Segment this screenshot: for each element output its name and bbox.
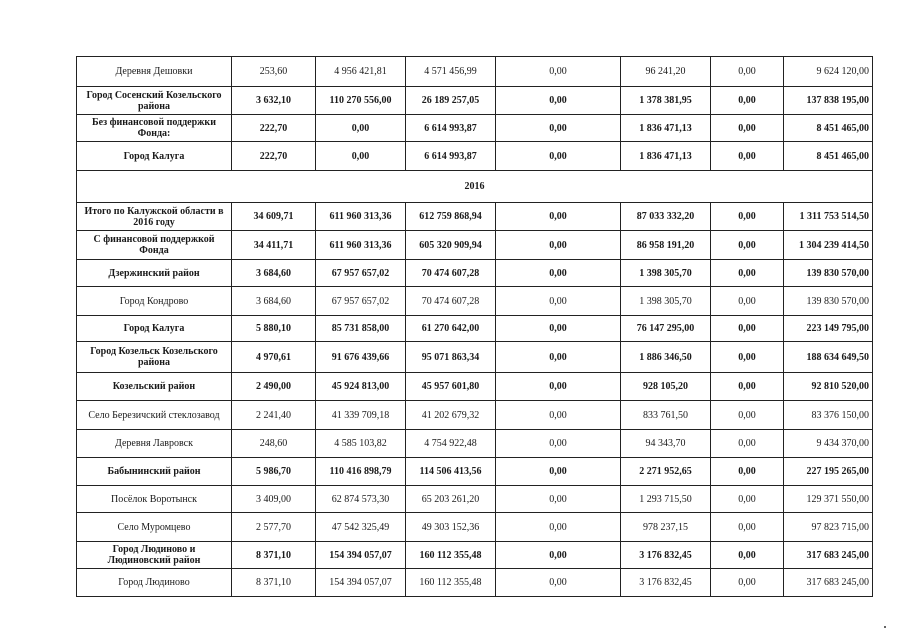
total-cost-cell: 83 376 150,00 (784, 401, 873, 430)
fund-financing-cell: 85 731 858,00 (316, 316, 406, 342)
local-budget-cell: 0,00 (496, 542, 621, 569)
regional-budget-cell: 70 474 607,28 (406, 287, 496, 316)
total-cost-cell: 223 149 795,00 (784, 316, 873, 342)
locality-name-cell: С финансовой поддержкой Фонда (77, 231, 232, 260)
other-sources-cell: 0,00 (711, 203, 784, 231)
regional-budget-cell: 45 957 601,80 (406, 373, 496, 401)
fund-financing-cell: 0,00 (316, 115, 406, 142)
local-budget-cell: 0,00 (496, 87, 621, 115)
fund-financing-cell: 91 676 439,66 (316, 342, 406, 373)
local-budget-cell: 0,00 (496, 57, 621, 87)
area-cell: 222,70 (232, 142, 316, 171)
other-sources-cell: 0,00 (711, 115, 784, 142)
table-row (77, 430, 873, 458)
local-budget-cell: 0,00 (496, 287, 621, 316)
local-budget-cell: 0,00 (496, 342, 621, 373)
local-budget-cell: 0,00 (496, 486, 621, 513)
table-row (77, 57, 873, 87)
area-cell: 3 684,60 (232, 287, 316, 316)
local-budget-cell: 0,00 (496, 373, 621, 401)
locality-name-cell: Город Калуга (77, 316, 232, 342)
local-budget-cell: 0,00 (496, 569, 621, 597)
total-cost-cell: 8 451 465,00 (784, 142, 873, 171)
table-row (77, 458, 873, 486)
owners-funds-cell: 928 105,20 (621, 373, 711, 401)
local-budget-cell: 0,00 (496, 430, 621, 458)
local-budget-cell: 0,00 (496, 142, 621, 171)
total-cost-cell: 1 304 239 414,50 (784, 231, 873, 260)
area-cell: 2 241,40 (232, 401, 316, 430)
fund-financing-cell: 41 339 709,18 (316, 401, 406, 430)
area-cell: 3 632,10 (232, 87, 316, 115)
fund-financing-cell: 110 416 898,79 (316, 458, 406, 486)
owners-funds-cell: 1 836 471,13 (621, 115, 711, 142)
other-sources-cell: 0,00 (711, 430, 784, 458)
total-cost-cell: 188 634 649,50 (784, 342, 873, 373)
area-cell: 2 577,70 (232, 513, 316, 542)
other-sources-cell: 0,00 (711, 342, 784, 373)
locality-name-cell: Деревня Лавровск (77, 430, 232, 458)
total-cost-cell: 97 823 715,00 (784, 513, 873, 542)
total-cost-cell: 9 434 370,00 (784, 430, 873, 458)
owners-funds-cell: 96 241,20 (621, 57, 711, 87)
area-cell: 222,70 (232, 115, 316, 142)
locality-name-cell: Посёлок Воротынск (77, 486, 232, 513)
local-budget-cell: 0,00 (496, 260, 621, 287)
regional-budget-cell: 49 303 152,36 (406, 513, 496, 542)
table-row (77, 115, 873, 142)
regional-budget-cell: 114 506 413,56 (406, 458, 496, 486)
other-sources-cell: 0,00 (711, 373, 784, 401)
regional-budget-cell: 4 571 456,99 (406, 57, 496, 87)
regional-budget-cell: 41 202 679,32 (406, 401, 496, 430)
fund-financing-cell: 4 956 421,81 (316, 57, 406, 87)
locality-name-cell: Село Березичский стеклозавод (77, 401, 232, 430)
table-row (77, 513, 873, 542)
owners-funds-cell: 1 836 471,13 (621, 142, 711, 171)
regional-budget-cell: 160 112 355,48 (406, 542, 496, 569)
other-sources-cell: 0,00 (711, 142, 784, 171)
locality-name-cell: Козельский район (77, 373, 232, 401)
housing-program-table (76, 56, 873, 597)
locality-name-cell: Город Козельск Козельского района (77, 342, 232, 373)
table-row (77, 87, 873, 115)
locality-name-cell: Деревня Дешовки (77, 57, 232, 87)
fund-financing-cell: 154 394 057,07 (316, 542, 406, 569)
local-budget-cell: 0,00 (496, 316, 621, 342)
fund-financing-cell: 611 960 313,36 (316, 203, 406, 231)
other-sources-cell: 0,00 (711, 458, 784, 486)
locality-name-cell: Город Сосенский Козельского района (77, 87, 232, 115)
total-cost-cell: 139 830 570,00 (784, 260, 873, 287)
area-cell: 5 880,10 (232, 316, 316, 342)
regional-budget-cell: 160 112 355,48 (406, 569, 496, 597)
local-budget-cell: 0,00 (496, 458, 621, 486)
owners-funds-cell: 1 886 346,50 (621, 342, 711, 373)
area-cell: 3 409,00 (232, 486, 316, 513)
table-row (77, 542, 873, 569)
table-row (77, 316, 873, 342)
owners-funds-cell: 1 293 715,50 (621, 486, 711, 513)
local-budget-cell: 0,00 (496, 401, 621, 430)
other-sources-cell: 0,00 (711, 513, 784, 542)
table-row (77, 231, 873, 260)
area-cell: 248,60 (232, 430, 316, 458)
table-row (77, 401, 873, 430)
regional-budget-cell: 4 754 922,48 (406, 430, 496, 458)
locality-name-cell: Дзержинский район (77, 260, 232, 287)
other-sources-cell: 0,00 (711, 231, 784, 260)
area-cell: 4 970,61 (232, 342, 316, 373)
fund-financing-cell: 110 270 556,00 (316, 87, 406, 115)
fund-financing-cell: 67 957 657,02 (316, 287, 406, 316)
locality-name-cell: Без финансовой поддержки Фонда: (77, 115, 232, 142)
regional-budget-cell: 6 614 993,87 (406, 115, 496, 142)
total-cost-cell: 137 838 195,00 (784, 87, 873, 115)
other-sources-cell: 0,00 (711, 542, 784, 569)
owners-funds-cell: 94 343,70 (621, 430, 711, 458)
regional-budget-cell: 6 614 993,87 (406, 142, 496, 171)
total-cost-cell: 92 810 520,00 (784, 373, 873, 401)
total-cost-cell: 317 683 245,00 (784, 569, 873, 597)
fund-financing-cell: 0,00 (316, 142, 406, 171)
fund-financing-cell: 154 394 057,07 (316, 569, 406, 597)
regional-budget-cell: 612 759 868,94 (406, 203, 496, 231)
locality-name-cell: Село Муромцево (77, 513, 232, 542)
fund-financing-cell: 67 957 657,02 (316, 260, 406, 287)
total-cost-cell: 227 195 265,00 (784, 458, 873, 486)
table-body (77, 57, 873, 597)
owners-funds-cell: 3 176 832,45 (621, 569, 711, 597)
owners-funds-cell: 1 378 381,95 (621, 87, 711, 115)
fund-financing-cell: 62 874 573,30 (316, 486, 406, 513)
page-mark (884, 626, 886, 628)
total-cost-cell: 9 624 120,00 (784, 57, 873, 87)
owners-funds-cell: 1 398 305,70 (621, 260, 711, 287)
table-row (77, 260, 873, 287)
fund-financing-cell: 4 585 103,82 (316, 430, 406, 458)
other-sources-cell: 0,00 (711, 486, 784, 513)
other-sources-cell: 0,00 (711, 287, 784, 316)
other-sources-cell: 0,00 (711, 569, 784, 597)
regional-budget-cell: 61 270 642,00 (406, 316, 496, 342)
owners-funds-cell: 76 147 295,00 (621, 316, 711, 342)
area-cell: 8 371,10 (232, 542, 316, 569)
regional-budget-cell: 605 320 909,94 (406, 231, 496, 260)
locality-name-cell: Город Кондрово (77, 287, 232, 316)
other-sources-cell: 0,00 (711, 87, 784, 115)
regional-budget-cell: 70 474 607,28 (406, 260, 496, 287)
locality-name-cell: Город Людиново и Людиновский район (77, 542, 232, 569)
table-row (77, 203, 873, 231)
total-cost-cell: 139 830 570,00 (784, 287, 873, 316)
total-cost-cell: 8 451 465,00 (784, 115, 873, 142)
locality-name-cell: Город Калуга (77, 142, 232, 171)
total-cost-cell: 317 683 245,00 (784, 542, 873, 569)
owners-funds-cell: 87 033 332,20 (621, 203, 711, 231)
total-cost-cell: 129 371 550,00 (784, 486, 873, 513)
local-budget-cell: 0,00 (496, 231, 621, 260)
area-cell: 34 411,71 (232, 231, 316, 260)
table-row (77, 569, 873, 597)
owners-funds-cell: 86 958 191,20 (621, 231, 711, 260)
table-row (77, 342, 873, 373)
regional-budget-cell: 26 189 257,05 (406, 87, 496, 115)
area-cell: 253,60 (232, 57, 316, 87)
regional-budget-cell: 65 203 261,20 (406, 486, 496, 513)
area-cell: 8 371,10 (232, 569, 316, 597)
owners-funds-cell: 3 176 832,45 (621, 542, 711, 569)
area-cell: 34 609,71 (232, 203, 316, 231)
local-budget-cell: 0,00 (496, 513, 621, 542)
area-cell: 2 490,00 (232, 373, 316, 401)
owners-funds-cell: 1 398 305,70 (621, 287, 711, 316)
fund-financing-cell: 47 542 325,49 (316, 513, 406, 542)
owners-funds-cell: 978 237,15 (621, 513, 711, 542)
year-label: 2016 (77, 171, 873, 203)
table-row (77, 142, 873, 171)
fund-financing-cell: 611 960 313,36 (316, 231, 406, 260)
table-row (77, 486, 873, 513)
total-cost-cell: 1 311 753 514,50 (784, 203, 873, 231)
year-separator-row (77, 171, 873, 203)
fund-financing-cell: 45 924 813,00 (316, 373, 406, 401)
other-sources-cell: 0,00 (711, 57, 784, 87)
area-cell: 5 986,70 (232, 458, 316, 486)
other-sources-cell: 0,00 (711, 316, 784, 342)
regional-budget-cell: 95 071 863,34 (406, 342, 496, 373)
area-cell: 3 684,60 (232, 260, 316, 287)
table-row (77, 287, 873, 316)
other-sources-cell: 0,00 (711, 260, 784, 287)
other-sources-cell: 0,00 (711, 401, 784, 430)
owners-funds-cell: 833 761,50 (621, 401, 711, 430)
locality-name-cell: Итого по Калужской области в 2016 году (77, 203, 232, 231)
owners-funds-cell: 2 271 952,65 (621, 458, 711, 486)
table-row (77, 373, 873, 401)
locality-name-cell: Бабынинский район (77, 458, 232, 486)
local-budget-cell: 0,00 (496, 115, 621, 142)
locality-name-cell: Город Людиново (77, 569, 232, 597)
local-budget-cell: 0,00 (496, 203, 621, 231)
